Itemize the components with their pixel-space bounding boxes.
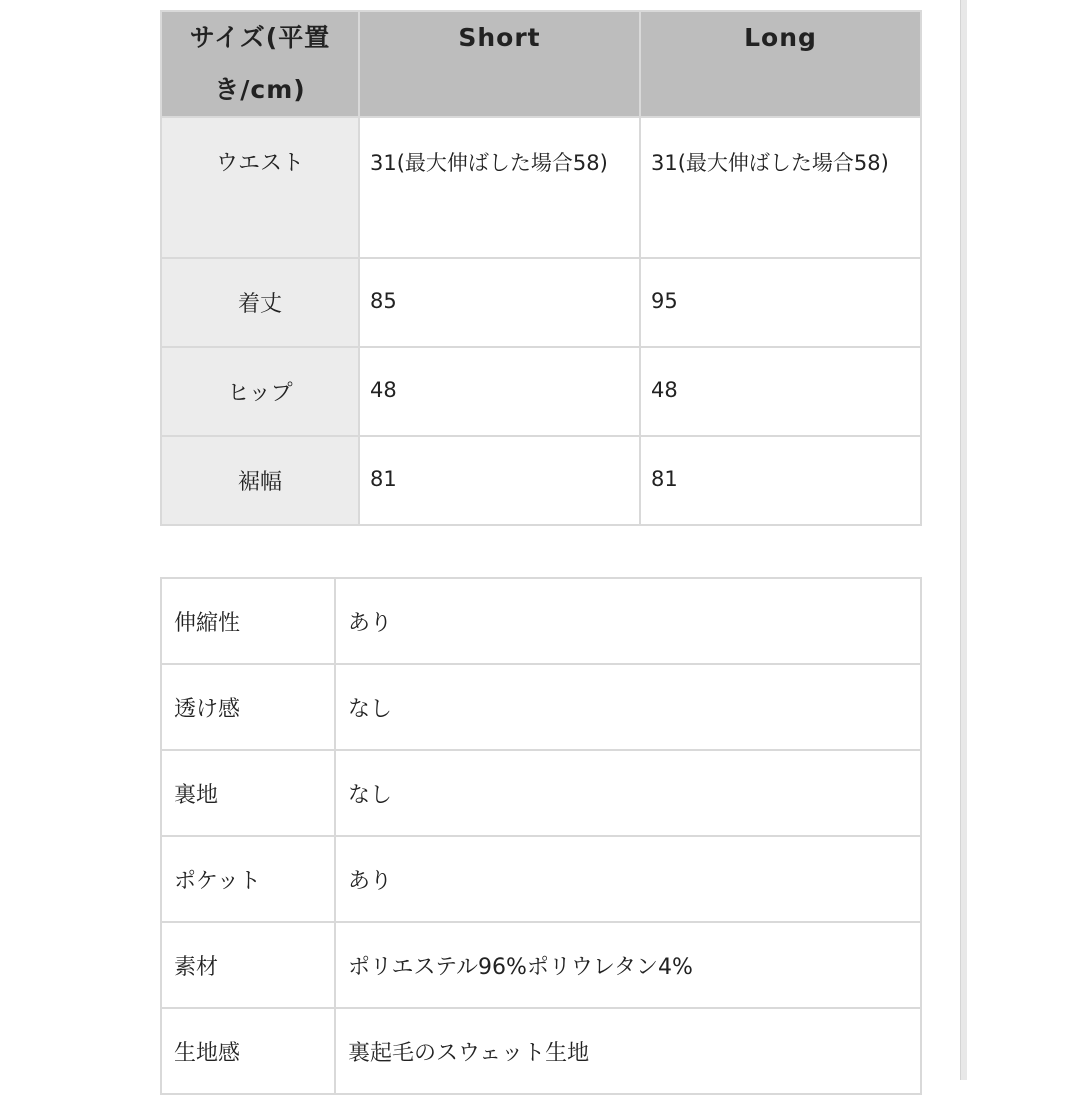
long-value: 81 [640,436,921,525]
spec-row-material [161,922,921,1008]
spec-value: なし [335,664,921,750]
size-row-hem-width [161,436,921,525]
spec-value: あり [335,578,921,664]
size-row-label: 着丈 [161,258,359,347]
size-row-label: ヒップ [161,347,359,436]
long-header-cell: Long [640,11,921,117]
short-value: 81 [359,436,640,525]
spec-value: あり [335,836,921,922]
spec-row-sheerness [161,664,921,750]
spec-row-pocket [161,836,921,922]
size-header-cell: サイズ(平置き/cm) [161,11,359,117]
size-row-label: ウエスト [161,117,359,258]
long-value: 31(最大伸ばした場合58) [640,117,921,258]
short-value: 85 [359,258,640,347]
right-edge-bar [960,0,967,1080]
spec-row-stretch [161,578,921,664]
size-row-length [161,258,921,347]
spec-table [160,577,922,1095]
spec-label: 生地感 [161,1008,335,1094]
spec-value: 裏起毛のスウェット生地 [335,1008,921,1094]
short-value: 48 [359,347,640,436]
spec-label: ポケット [161,836,335,922]
size-row-waist [161,117,921,258]
long-value: 48 [640,347,921,436]
spec-row-lining [161,750,921,836]
spec-row-fabric [161,1008,921,1094]
spec-label: 伸縮性 [161,578,335,664]
spec-label: 素材 [161,922,335,1008]
size-row-hip [161,347,921,436]
spec-value: ポリエステル96%ポリウレタン4% [335,922,921,1008]
spec-label: 裏地 [161,750,335,836]
short-header-cell: Short [359,11,640,117]
size-row-label: 裾幅 [161,436,359,525]
long-value: 95 [640,258,921,347]
spec-value: なし [335,750,921,836]
short-value: 31(最大伸ばした場合58) [359,117,640,258]
size-table-header-row [161,11,921,117]
spec-label: 透け感 [161,664,335,750]
size-table [160,10,922,526]
